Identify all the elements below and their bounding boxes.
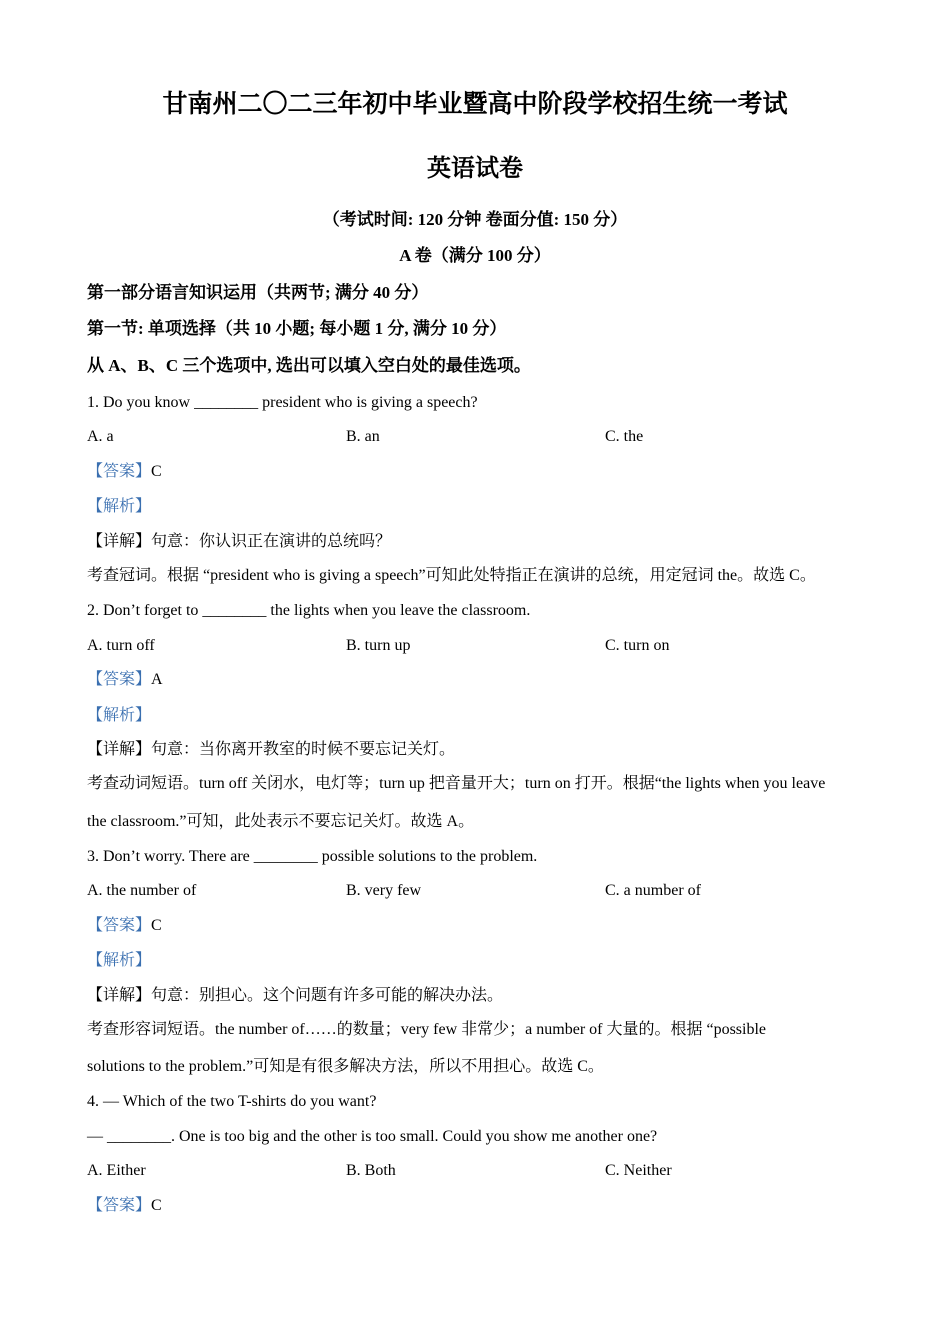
option-c: C. a number of xyxy=(605,882,701,899)
option-a: A. the number of xyxy=(87,882,197,899)
option-a: A. Either xyxy=(87,1162,146,1179)
detail-label: 【详解】 xyxy=(87,987,152,1004)
answer-value: C xyxy=(151,463,162,480)
option-a: A. turn off xyxy=(87,637,155,654)
option-a: A. a xyxy=(87,428,114,445)
answer-value: A xyxy=(151,671,163,688)
explanation: 考查冠词。根据 “president who is giving a speech”可知此处特指正在演讲的总统，用定冠词 the。故选 C。 xyxy=(87,567,816,584)
detail-line xyxy=(87,740,455,760)
question-stem-reply: — ________. One is too big and the other is too small. Could you show me another one? xyxy=(87,1128,658,1145)
option-b: B. turn up xyxy=(346,637,411,654)
instruction: 从 A、B、C 三个选项中, 选出可以填入空白处的最佳选项。 xyxy=(87,356,531,375)
part-heading: 第一部分语言知识运用（共两节; 满分 40 分） xyxy=(87,283,429,302)
detail-meaning: 句意：别担心。这个问题有许多可能的解决办法。 xyxy=(151,987,504,1004)
detail-line xyxy=(87,532,391,552)
section-heading: 第一节: 单项选择（共 10 小题; 每小题 1 分, 满分 10 分） xyxy=(87,319,507,338)
detail-meaning: 句意：你认识正在演讲的总统吗？ xyxy=(151,533,392,550)
answer-line xyxy=(87,670,163,690)
detail-line xyxy=(87,986,503,1006)
answer-line xyxy=(87,916,162,936)
option-b: B. Both xyxy=(346,1162,396,1179)
answer-label: 【答案】 xyxy=(87,1197,152,1214)
analysis-label: 【解析】 xyxy=(87,707,152,724)
answer-value: C xyxy=(151,917,162,934)
explanation: 考查形容词短语。the number of……的数量；very few 非常少；a number of 大量的。根据 “possible xyxy=(87,1021,767,1038)
question-stem: 4. — Which of the two T-shirts do you want? xyxy=(87,1093,377,1110)
answer-line xyxy=(87,1196,162,1216)
detail-meaning: 句意：当你离开教室的时候不要忘记关灯。 xyxy=(151,741,456,758)
option-c: C. the xyxy=(605,428,644,445)
detail-label: 【详解】 xyxy=(87,741,152,758)
question-stem: 2. Don’t forget to ________ the lights when you leave the classroom. xyxy=(87,602,531,619)
answer-line xyxy=(87,462,162,482)
question-stem: 1. Do you know ________ president who is giving a speech? xyxy=(87,394,478,411)
exam-info: （考试时间: 120 分钟 卷面分值: 150 分） xyxy=(322,210,628,229)
option-b: B. very few xyxy=(346,882,422,899)
answer-value: C xyxy=(151,1197,162,1214)
answer-label: 【答案】 xyxy=(87,671,152,688)
option-c: C. Neither xyxy=(605,1162,672,1179)
answer-label: 【答案】 xyxy=(87,917,152,934)
analysis-label: 【解析】 xyxy=(87,498,152,515)
exam-subtitle: 英语试卷 xyxy=(427,156,523,182)
answer-label: 【答案】 xyxy=(87,463,152,480)
volume-heading: A 卷（满分 100 分） xyxy=(399,246,551,265)
option-b: B. an xyxy=(346,428,380,445)
explanation-continued: the classroom.”可知，此处表示不要忘记关灯。故选 A。 xyxy=(87,813,475,830)
detail-label: 【详解】 xyxy=(87,533,152,550)
exam-title: 甘南州二〇二三年初中毕业暨高中阶段学校招生统一考试 xyxy=(162,91,788,118)
explanation: 考查动词短语。turn off 关闭水，电灯等；turn up 把音量开大；turn on 打开。根据“the lights when you leave xyxy=(87,775,826,792)
option-c: C. turn on xyxy=(605,637,670,654)
explanation-continued: solutions to the problem.”可知是有很多解决方法，所以不用担心。故选 C。 xyxy=(87,1058,604,1075)
question-stem: 3. Don’t worry. There are ________ possible solutions to the problem. xyxy=(87,848,538,865)
analysis-label: 【解析】 xyxy=(87,952,152,969)
